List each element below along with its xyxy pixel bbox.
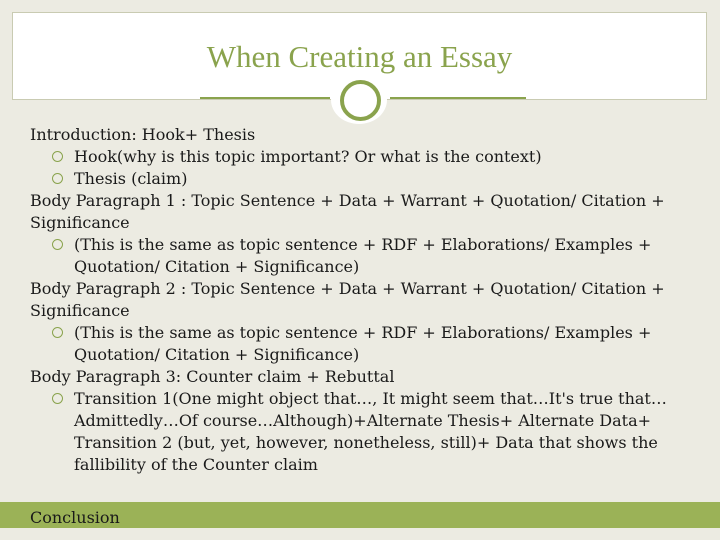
section-heading: Body Paragraph 3: Counter claim + Rebuttal xyxy=(30,367,395,386)
bullet-text: (This is the same as topic sentence + RDF + Elaborations/ Examples + Quotation/ Citation + Significance) xyxy=(74,235,652,276)
slide-title: When Creating an Essay xyxy=(206,39,513,74)
circle-bullet-icon xyxy=(52,239,63,250)
title-divider-right xyxy=(390,97,526,99)
bullet-item xyxy=(74,388,690,476)
bullet-text: Transition 1(One might object that…, It might seem that…It's true that…Admittedly…Of course…Although)+Alternate Thesis+ Alternate Data+ Transition 2 (but, yet, however, nonetheless, still)+ Data that shows the fallibility of the Counter claim xyxy=(74,389,667,474)
bullet-item xyxy=(74,322,690,366)
circle-bullet-icon xyxy=(52,151,63,162)
section-heading: Body Paragraph 2 : Topic Sentence + Data + Warrant + Quotation/ Citation + Significance xyxy=(30,279,665,320)
bullet-text: Hook(why is this topic important? Or what is the context) xyxy=(74,147,542,166)
circle-bullet-icon xyxy=(52,173,63,184)
bullet-item xyxy=(74,146,690,168)
circle-bullet-icon xyxy=(52,393,63,404)
conclusion-heading: Conclusion xyxy=(30,508,120,527)
ring-ornament-icon xyxy=(340,80,381,121)
bullet-item xyxy=(74,168,690,190)
slide-body xyxy=(30,124,690,476)
bullet-text: (This is the same as topic sentence + RDF + Elaborations/ Examples + Quotation/ Citation + Significance) xyxy=(74,323,652,364)
title-divider-left xyxy=(200,97,330,99)
section-heading: Introduction: Hook+ Thesis xyxy=(30,125,256,144)
bullet-item xyxy=(74,234,690,278)
section-heading: Body Paragraph 1 : Topic Sentence + Data + Warrant + Quotation/ Citation + Significance xyxy=(30,191,665,232)
circle-bullet-icon xyxy=(52,327,63,338)
bullet-text: Thesis (claim) xyxy=(74,169,188,188)
